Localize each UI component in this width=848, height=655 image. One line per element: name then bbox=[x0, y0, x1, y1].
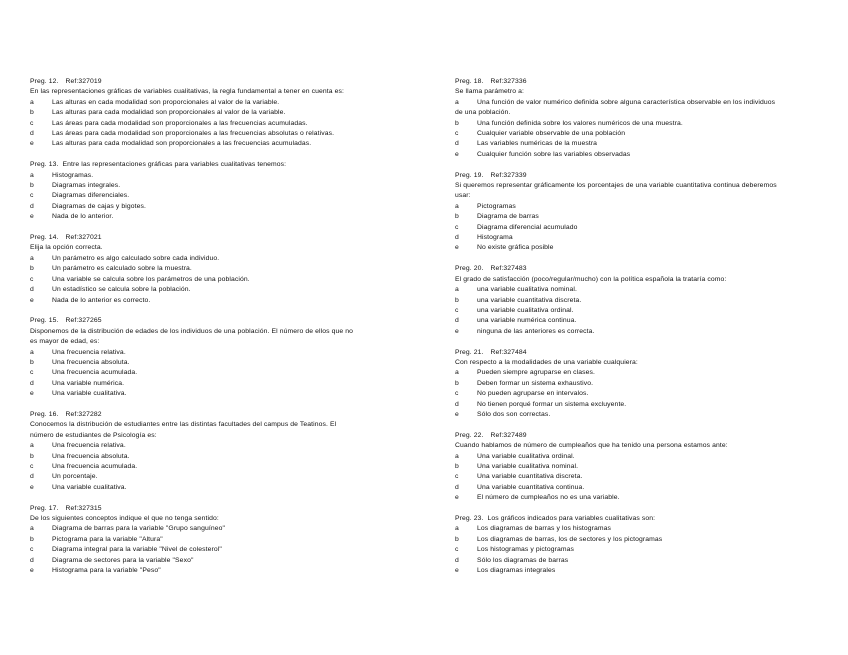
question-text-line: es mayor de edad, es: bbox=[30, 338, 100, 346]
question-header bbox=[455, 348, 821, 358]
question-number: Preg. 21. bbox=[455, 348, 484, 356]
question-ref: Ref:327021 bbox=[65, 234, 102, 242]
option-a bbox=[455, 285, 821, 295]
question-header bbox=[455, 431, 821, 441]
option-text: Diagrama de barras bbox=[477, 213, 539, 221]
option-d bbox=[455, 316, 821, 326]
option-d bbox=[455, 233, 821, 243]
option-b bbox=[30, 535, 402, 545]
question-ref: Ref:327265 bbox=[65, 317, 102, 325]
option-c bbox=[30, 462, 402, 472]
option-letter: c bbox=[455, 390, 459, 398]
option-letter: c bbox=[455, 223, 459, 231]
option-b bbox=[455, 379, 821, 389]
option-text: Diagrama de barras para la variable "Grupo sanguíneo" bbox=[52, 525, 225, 533]
option-letter: c bbox=[30, 462, 34, 470]
option-letter: e bbox=[455, 494, 459, 502]
question-number: Preg. 16. bbox=[30, 410, 59, 418]
question-ref: Ref:327339 bbox=[490, 171, 527, 179]
question-text-line: Cuando hablamos de número de cumpleaños que ha tenido una persona estamos ante: bbox=[455, 442, 728, 450]
option-a bbox=[455, 202, 821, 212]
option-letter: d bbox=[30, 286, 34, 294]
option-text: Cualquier función sobre las variables observadas bbox=[477, 150, 631, 158]
option-text: Un estadístico se calcula sobre la población. bbox=[52, 286, 191, 294]
option-text: Diagramas diferenciales. bbox=[52, 192, 130, 200]
question-19 bbox=[455, 171, 821, 254]
option-letter: b bbox=[30, 452, 34, 460]
option-letter: b bbox=[30, 358, 34, 366]
option-letter: b bbox=[30, 535, 34, 543]
option-a bbox=[455, 368, 821, 378]
question-text-line: Con respecto a la modalidades de una variable cualquiera: bbox=[455, 358, 638, 366]
option-text: Una función de valor numérico definida sobre alguna característica observable en los individuos bbox=[477, 98, 776, 106]
option-a bbox=[455, 452, 821, 462]
option-letter: d bbox=[455, 556, 459, 564]
option-letter: a bbox=[455, 286, 459, 294]
option-letter: d bbox=[30, 473, 34, 481]
option-text: Histograma bbox=[477, 234, 513, 242]
option-text: No tienen porqué formar un sistema excluyente. bbox=[477, 400, 627, 408]
option-d bbox=[30, 379, 402, 389]
option-text: Una frecuencia acumulada. bbox=[52, 462, 138, 470]
option-text: Una frecuencia acumulada. bbox=[52, 369, 138, 377]
option-text: Las áreas para cada modalidad son proporcionales a las frecuencias acumuladas. bbox=[52, 119, 308, 127]
question-17 bbox=[30, 504, 402, 577]
option-letter: a bbox=[30, 525, 34, 533]
option-e bbox=[455, 493, 821, 503]
option-text: Nada de lo anterior es correcto. bbox=[52, 296, 151, 304]
question-text-line: Elija la opción correcta. bbox=[30, 244, 103, 252]
option-c bbox=[30, 119, 402, 129]
option-c bbox=[455, 389, 821, 399]
question-number: Preg. 13. bbox=[30, 161, 59, 169]
option-text: Diagramas de cajas y bigotes. bbox=[52, 202, 146, 210]
question-number: Preg. 22. bbox=[455, 431, 484, 439]
option-letter: e bbox=[30, 213, 34, 221]
option-letter: b bbox=[455, 462, 459, 470]
option-a bbox=[30, 348, 402, 358]
option-d bbox=[30, 202, 402, 212]
option-letter: c bbox=[455, 306, 459, 314]
option-letter: b bbox=[30, 265, 34, 273]
question-14 bbox=[30, 233, 402, 306]
option-e bbox=[30, 296, 402, 306]
option-letter: d bbox=[30, 556, 34, 564]
question-text-line: El grado de satisfacción (poco/regular/mucho) con la política española la trataría como: bbox=[455, 275, 727, 283]
option-text: Una variable cualitativa. bbox=[52, 390, 127, 398]
option-text: Una variable cualitativa ordinal. bbox=[477, 452, 575, 460]
question-header bbox=[30, 504, 402, 514]
option-text: No pueden agruparse en intervalos. bbox=[477, 390, 589, 398]
question-text-line: Se llama parámetro a: bbox=[455, 88, 524, 96]
question-text-line: número de estudiantes de Psicología es: bbox=[30, 431, 157, 439]
question-ref: Ref:327282 bbox=[65, 410, 102, 418]
option-text: No existe gráfica posible bbox=[477, 244, 554, 252]
question-header bbox=[455, 264, 821, 274]
option-letter: b bbox=[455, 296, 459, 304]
option-letter: b bbox=[455, 213, 459, 221]
option-e bbox=[30, 389, 402, 399]
option-letter: e bbox=[455, 150, 459, 158]
option-text: Una variable cualitativa. bbox=[52, 483, 127, 491]
option-letter: c bbox=[30, 546, 34, 554]
option-text: Diagrama diferencial acumulado bbox=[477, 223, 578, 231]
question-text-line: Si queremos representar gráficamente los porcentajes de una variable cuantitativa continua deberemos bbox=[455, 182, 777, 190]
option-text: Una frecuencia absoluta. bbox=[52, 358, 130, 366]
question-ref: Ref:327315 bbox=[65, 504, 102, 512]
question-text-line: De los siguientes conceptos indique el que no tenga sentido: bbox=[30, 514, 219, 522]
option-letter: b bbox=[30, 109, 34, 117]
option-letter: b bbox=[455, 119, 459, 127]
question-header bbox=[455, 514, 821, 524]
option-text: Cualquier variable observable de una población bbox=[477, 130, 626, 138]
option-text: una variable numérica continua. bbox=[477, 317, 577, 325]
option-text: Los histogramas y pictogramas bbox=[477, 546, 574, 554]
question-ref: Ref:327484 bbox=[490, 348, 527, 356]
option-c bbox=[455, 306, 821, 316]
option-text: una variable cualitativa ordinal. bbox=[477, 306, 574, 314]
option-text: Una frecuencia relativa. bbox=[52, 348, 126, 356]
option-d bbox=[455, 556, 821, 566]
option-c bbox=[30, 368, 402, 378]
option-text: Una variable cualitativa nominal. bbox=[477, 462, 579, 470]
option-b bbox=[455, 212, 821, 222]
question-header bbox=[455, 171, 821, 181]
option-d bbox=[30, 556, 402, 566]
question-number: Preg. 23. bbox=[455, 514, 484, 522]
option-letter: a bbox=[30, 171, 34, 179]
option-text: Sólo dos son correctas. bbox=[477, 410, 551, 418]
option-d bbox=[30, 285, 402, 295]
question-header bbox=[455, 77, 821, 87]
option-a bbox=[455, 98, 821, 108]
option-a bbox=[455, 524, 821, 534]
option-letter: a bbox=[455, 369, 459, 377]
option-letter: d bbox=[455, 140, 459, 148]
question-16 bbox=[30, 410, 402, 493]
option-text: El número de cumpleaños no es una variable. bbox=[477, 494, 620, 502]
option-b bbox=[30, 264, 402, 274]
option-c bbox=[455, 223, 821, 233]
option-letter: a bbox=[30, 442, 34, 450]
option-letter: d bbox=[455, 234, 459, 242]
option-letter: c bbox=[455, 473, 459, 481]
question-header bbox=[30, 160, 402, 170]
question-number: Preg. 12. bbox=[30, 78, 59, 85]
question-number: Preg. 18. bbox=[455, 78, 484, 85]
option-letter: e bbox=[30, 390, 34, 398]
option-letter: c bbox=[30, 275, 34, 283]
question-ref: Ref:327019 bbox=[65, 78, 102, 85]
option-d bbox=[455, 483, 821, 493]
option-c bbox=[30, 191, 402, 201]
option-text: Pictogramas bbox=[477, 202, 516, 210]
option-text: Histograma para la variable "Peso" bbox=[52, 567, 161, 575]
option-text: Una variable numérica. bbox=[52, 379, 125, 387]
option-letter: d bbox=[455, 483, 459, 491]
question-number: Preg. 17. bbox=[30, 504, 59, 512]
option-a bbox=[30, 441, 402, 451]
option-text-continuation: de una población. bbox=[455, 109, 511, 117]
option-text: Sólo los diagramas de barras bbox=[477, 556, 569, 564]
option-text: Un parámetro es calculado sobre la muestra. bbox=[52, 265, 192, 273]
option-text: Una variable cuantitativa discreta. bbox=[477, 473, 583, 481]
option-d bbox=[455, 139, 821, 149]
option-letter: c bbox=[30, 119, 34, 127]
option-a bbox=[30, 254, 402, 264]
option-e bbox=[30, 566, 402, 576]
question-number: Preg. 15. bbox=[30, 317, 59, 325]
question-18 bbox=[455, 77, 821, 160]
option-text: Los diagramas de barras, los de sectores y los pictogramas bbox=[477, 535, 663, 543]
question-header bbox=[30, 410, 402, 420]
question-ref: Ref:327336 bbox=[490, 78, 527, 85]
question-23 bbox=[455, 514, 821, 576]
option-letter: e bbox=[455, 327, 459, 335]
option-text: Pueden siempre agruparse en clases. bbox=[477, 369, 595, 377]
option-letter: e bbox=[455, 567, 459, 575]
option-c bbox=[30, 275, 402, 285]
option-d bbox=[30, 472, 402, 482]
option-letter: d bbox=[30, 130, 34, 138]
question-header bbox=[30, 233, 402, 243]
question-text-line: Disponemos de la distribución de edades de los individuos de una población. El número de ellos que no bbox=[30, 327, 353, 335]
option-text: Diagrama de sectores para la variable "Sexo" bbox=[52, 556, 194, 564]
question-text-line: En las representaciones gráficas de variables cualitativas, la regla fundamental a tener en cuenta es: bbox=[30, 88, 344, 96]
option-text: Las alturas en cada modalidad son proporcionales al valor de la variable. bbox=[52, 98, 280, 106]
option-letter: c bbox=[30, 369, 34, 377]
option-e bbox=[455, 150, 821, 160]
option-e bbox=[455, 243, 821, 253]
option-text: Diagrama integral para la variable "Nivel de colesterol" bbox=[52, 546, 222, 554]
option-text: Histogramas. bbox=[52, 171, 94, 179]
question-ref: Ref:327483 bbox=[490, 265, 527, 273]
option-letter: c bbox=[455, 546, 459, 554]
option-b bbox=[30, 358, 402, 368]
option-letter: e bbox=[30, 567, 34, 575]
option-text: Nada de lo anterior. bbox=[52, 213, 114, 221]
option-e bbox=[30, 139, 402, 149]
question-12 bbox=[30, 77, 402, 150]
option-text: Pictograma para la variable "Altura" bbox=[52, 535, 163, 543]
option-letter: a bbox=[455, 452, 459, 460]
option-text: Una frecuencia absoluta. bbox=[52, 452, 130, 460]
option-text: Las áreas para cada modalidad son proporcionales a las frecuencias absolutas o relativas. bbox=[52, 130, 335, 138]
option-letter: d bbox=[30, 202, 34, 210]
option-letter: c bbox=[455, 130, 459, 138]
option-letter: a bbox=[30, 348, 34, 356]
option-letter: b bbox=[455, 535, 459, 543]
option-letter: b bbox=[30, 182, 34, 190]
question-text-line: usar: bbox=[455, 192, 471, 200]
option-letter: e bbox=[30, 296, 34, 304]
option-text: Diagramas integrales. bbox=[52, 182, 121, 190]
option-d bbox=[455, 400, 821, 410]
right-column bbox=[455, 77, 821, 587]
option-text: una variable cualitativa nominal. bbox=[477, 286, 578, 294]
option-letter: a bbox=[30, 98, 34, 106]
option-text: una variable cuantitativa discreta. bbox=[477, 296, 582, 304]
option-e bbox=[455, 410, 821, 420]
option-b bbox=[455, 535, 821, 545]
option-text: ninguna de las anteriores es correcta. bbox=[477, 327, 595, 335]
option-text: Un porcentaje. bbox=[52, 473, 98, 481]
option-text: Una función definida sobre los valores numéricos de una muestra. bbox=[477, 119, 683, 127]
option-letter: d bbox=[30, 379, 34, 387]
option-text: Las variables numéricas de la muestra bbox=[477, 140, 598, 148]
option-b bbox=[30, 181, 402, 191]
option-d bbox=[30, 129, 402, 139]
option-letter: e bbox=[455, 244, 459, 252]
option-c bbox=[455, 545, 821, 555]
option-letter: b bbox=[455, 379, 459, 387]
option-letter: d bbox=[455, 400, 459, 408]
option-e bbox=[30, 483, 402, 493]
question-text: Los gráficos indicados para variables cualitativas son: bbox=[487, 514, 656, 522]
question-number: Preg. 19. bbox=[455, 171, 484, 179]
option-c bbox=[455, 472, 821, 482]
option-e bbox=[455, 327, 821, 337]
option-text: Los diagramas integrales bbox=[477, 567, 556, 575]
option-text: Una variable cuantitativa continua. bbox=[477, 483, 585, 491]
question-21 bbox=[455, 348, 821, 421]
question-text: Entre las representaciones gráficas para variables cualitativas tenemos: bbox=[62, 161, 287, 169]
question-header bbox=[30, 316, 402, 326]
option-letter: a bbox=[455, 202, 459, 210]
option-text: Una variable se calcula sobre los parámetros de una población. bbox=[52, 275, 250, 283]
option-text: Deben formar un sistema exhaustivo. bbox=[477, 379, 594, 387]
option-a bbox=[30, 171, 402, 181]
option-b bbox=[455, 462, 821, 472]
option-letter: e bbox=[30, 483, 34, 491]
question-number: Preg. 20. bbox=[455, 265, 484, 273]
option-text: Un parámetro es algo calculado sobre cada individuo. bbox=[52, 254, 220, 262]
option-letter: c bbox=[30, 192, 34, 200]
option-b bbox=[30, 108, 402, 118]
question-20 bbox=[455, 264, 821, 337]
option-letter: d bbox=[455, 317, 459, 325]
option-e bbox=[30, 212, 402, 222]
question-header bbox=[30, 77, 402, 87]
question-ref: Ref:327489 bbox=[490, 431, 527, 439]
option-c bbox=[455, 129, 821, 139]
option-a bbox=[30, 524, 402, 534]
option-letter: a bbox=[30, 254, 34, 262]
option-b bbox=[30, 452, 402, 462]
question-13 bbox=[30, 160, 402, 222]
option-text: Las alturas para cada modalidad son proporcionales al valor de la variable. bbox=[52, 109, 286, 117]
option-letter: e bbox=[30, 140, 34, 148]
option-text: Los diagramas de barras y los histogramas bbox=[477, 525, 612, 533]
option-letter: a bbox=[455, 525, 459, 533]
option-e bbox=[455, 566, 821, 576]
left-column bbox=[30, 77, 402, 587]
option-letter: e bbox=[455, 410, 459, 418]
option-text: Las alturas para cada modalidad son proporcionales a las frecuencias acumuladas. bbox=[52, 140, 312, 148]
option-b bbox=[455, 119, 821, 129]
option-text: Una frecuencia relativa. bbox=[52, 442, 126, 450]
question-number: Preg. 14. bbox=[30, 234, 59, 242]
option-c bbox=[30, 545, 402, 555]
question-15 bbox=[30, 316, 402, 399]
question-text-line: Conocemos la distribución de estudiantes entre las distintas facultades del campus de Teatinos. El bbox=[30, 421, 337, 429]
option-b bbox=[455, 296, 821, 306]
question-22 bbox=[455, 431, 821, 504]
option-letter: a bbox=[455, 98, 459, 106]
option-a bbox=[30, 98, 402, 108]
